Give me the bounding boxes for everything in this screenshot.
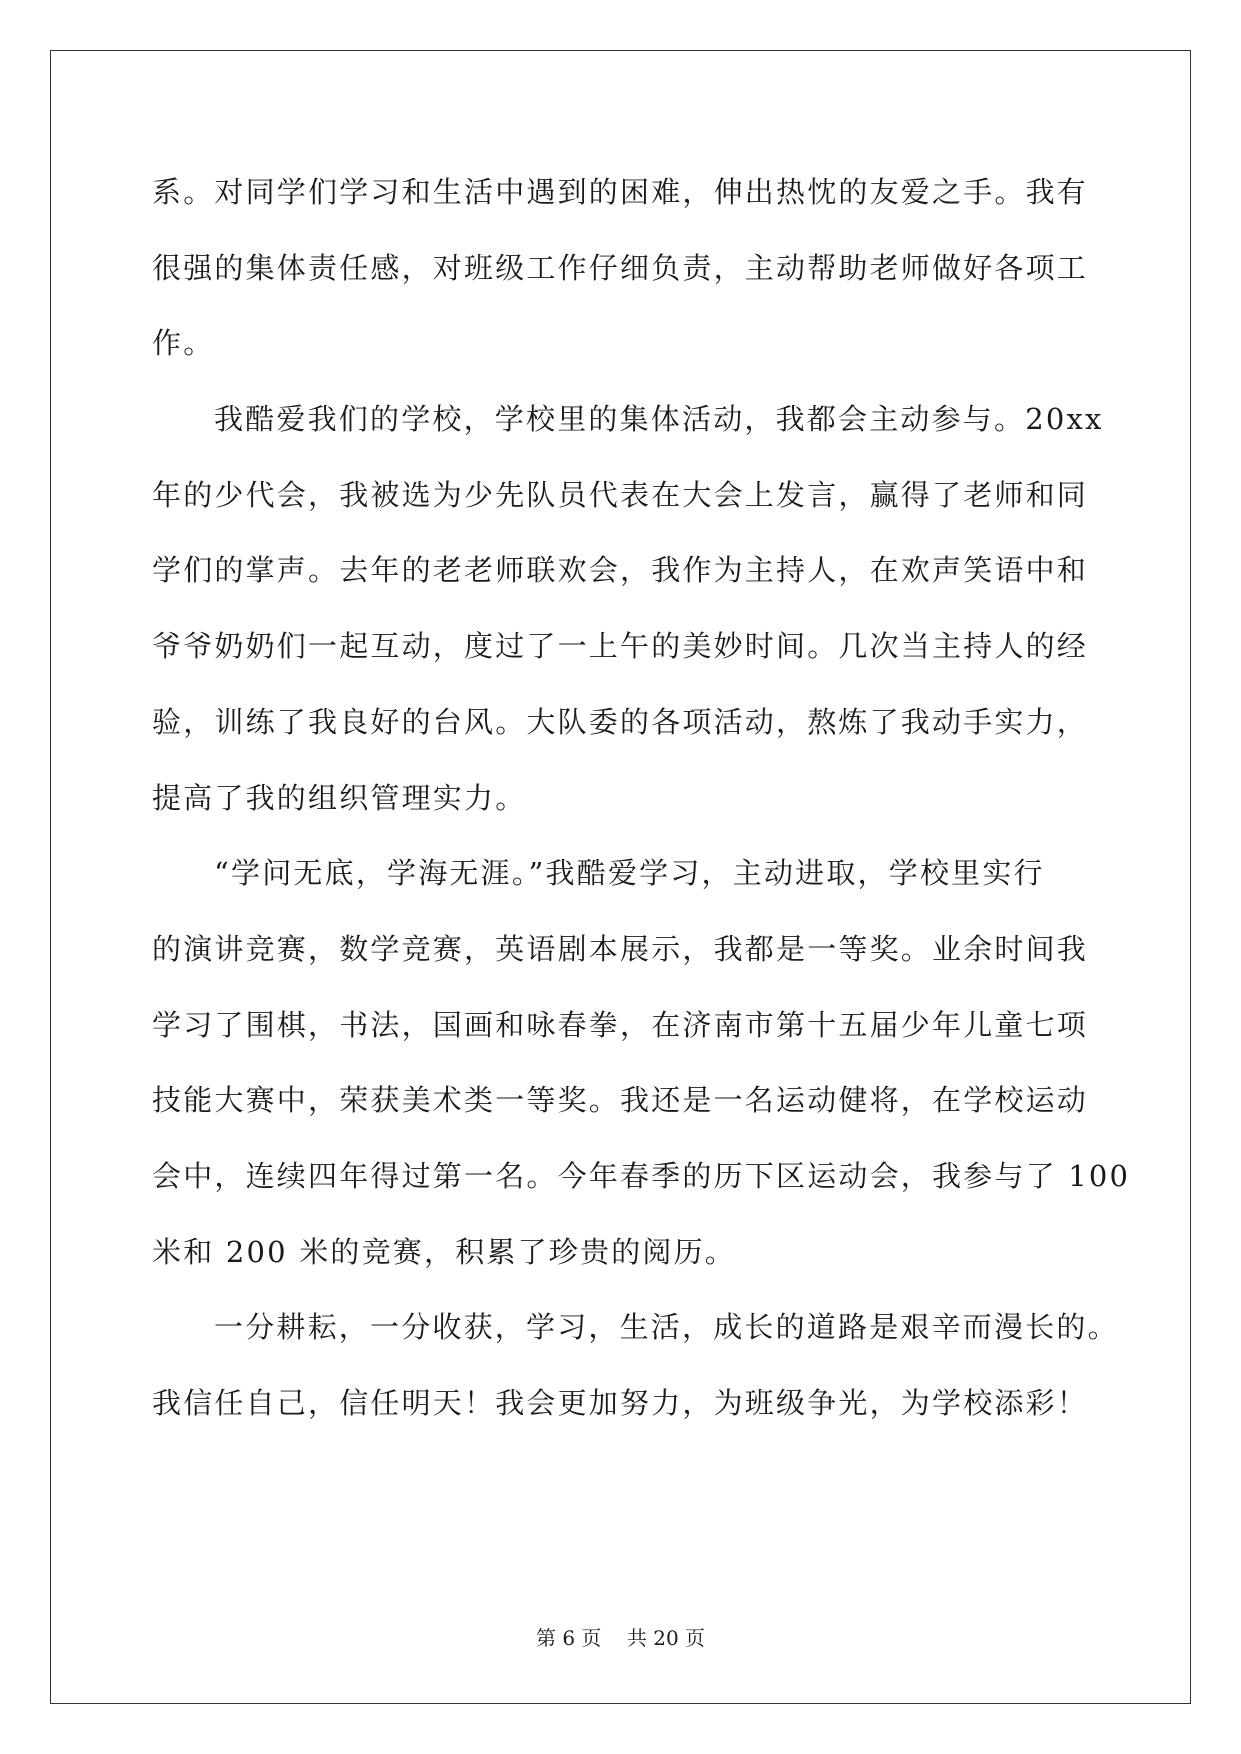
text-line: 很强的集体责任感，对班级工作仔细负责，主动帮助老师做好各项工 [152, 250, 1089, 285]
page-number: 第 6 页 [535, 1626, 602, 1650]
text-line: 我信任自己，信任明天！我会更加努力，为班级争光，为学校添彩！ [152, 1386, 1089, 1420]
paragraph-start-line: “学问无底，学海无涯。”我酷爱学习，主动进取，学校里实行 [214, 856, 1045, 891]
document-body [152, 155, 1131, 1442]
page-total: 共 20 页 [626, 1626, 706, 1650]
text-line: 验，训练了我良好的台风。大队委的各项活动，熬炼了我动手实力， [152, 704, 1089, 739]
text-line: 年的少代会，我被选为少先队员代表在大会上发言，赢得了老师和同 [152, 477, 1089, 512]
text-line: 米和 200 米的竞赛，积累了珍贵的阅历。 [152, 1234, 736, 1269]
text-line: 系。对同学们学习和生活中遇到的困难，伸出热忱的友爱之手。我有 [152, 175, 1089, 209]
text-line: 作。 [152, 326, 215, 361]
text-line: 技能大赛中，荣获美术类一等奖。我还是一名运动健将，在学校运动 [152, 1083, 1089, 1118]
paragraph-start-line: 一分耕耘，一分收获，学习，生活，成长的道路是艰辛而漫长的。 [214, 1310, 1119, 1345]
paragraph-start-line: 我酷爱我们的学校，学校里的集体活动，我都会主动参与。20xx [214, 402, 1104, 437]
page-footer [0, 1626, 1241, 1650]
text-line: 学习了围棋，书法，国画和咏春拳，在济南市第十五届少年儿童七项 [152, 1007, 1089, 1042]
text-line: 学们的掌声。去年的老老师联欢会，我作为主持人，在欢声笑语中和 [152, 553, 1089, 588]
text-line: 会中，连续四年得过第一名。今年春季的历下区运动会，我参与了 100 [152, 1158, 1131, 1193]
text-line: 提高了我的组织管理实力。 [152, 780, 527, 815]
text-line: 爷爷奶奶们一起互动，度过了一上午的美妙时间。几次当主持人的经 [152, 629, 1089, 664]
text-line: 的演讲竞赛，数学竞赛，英语剧本展示，我都是一等奖。业余时间我 [152, 931, 1089, 966]
